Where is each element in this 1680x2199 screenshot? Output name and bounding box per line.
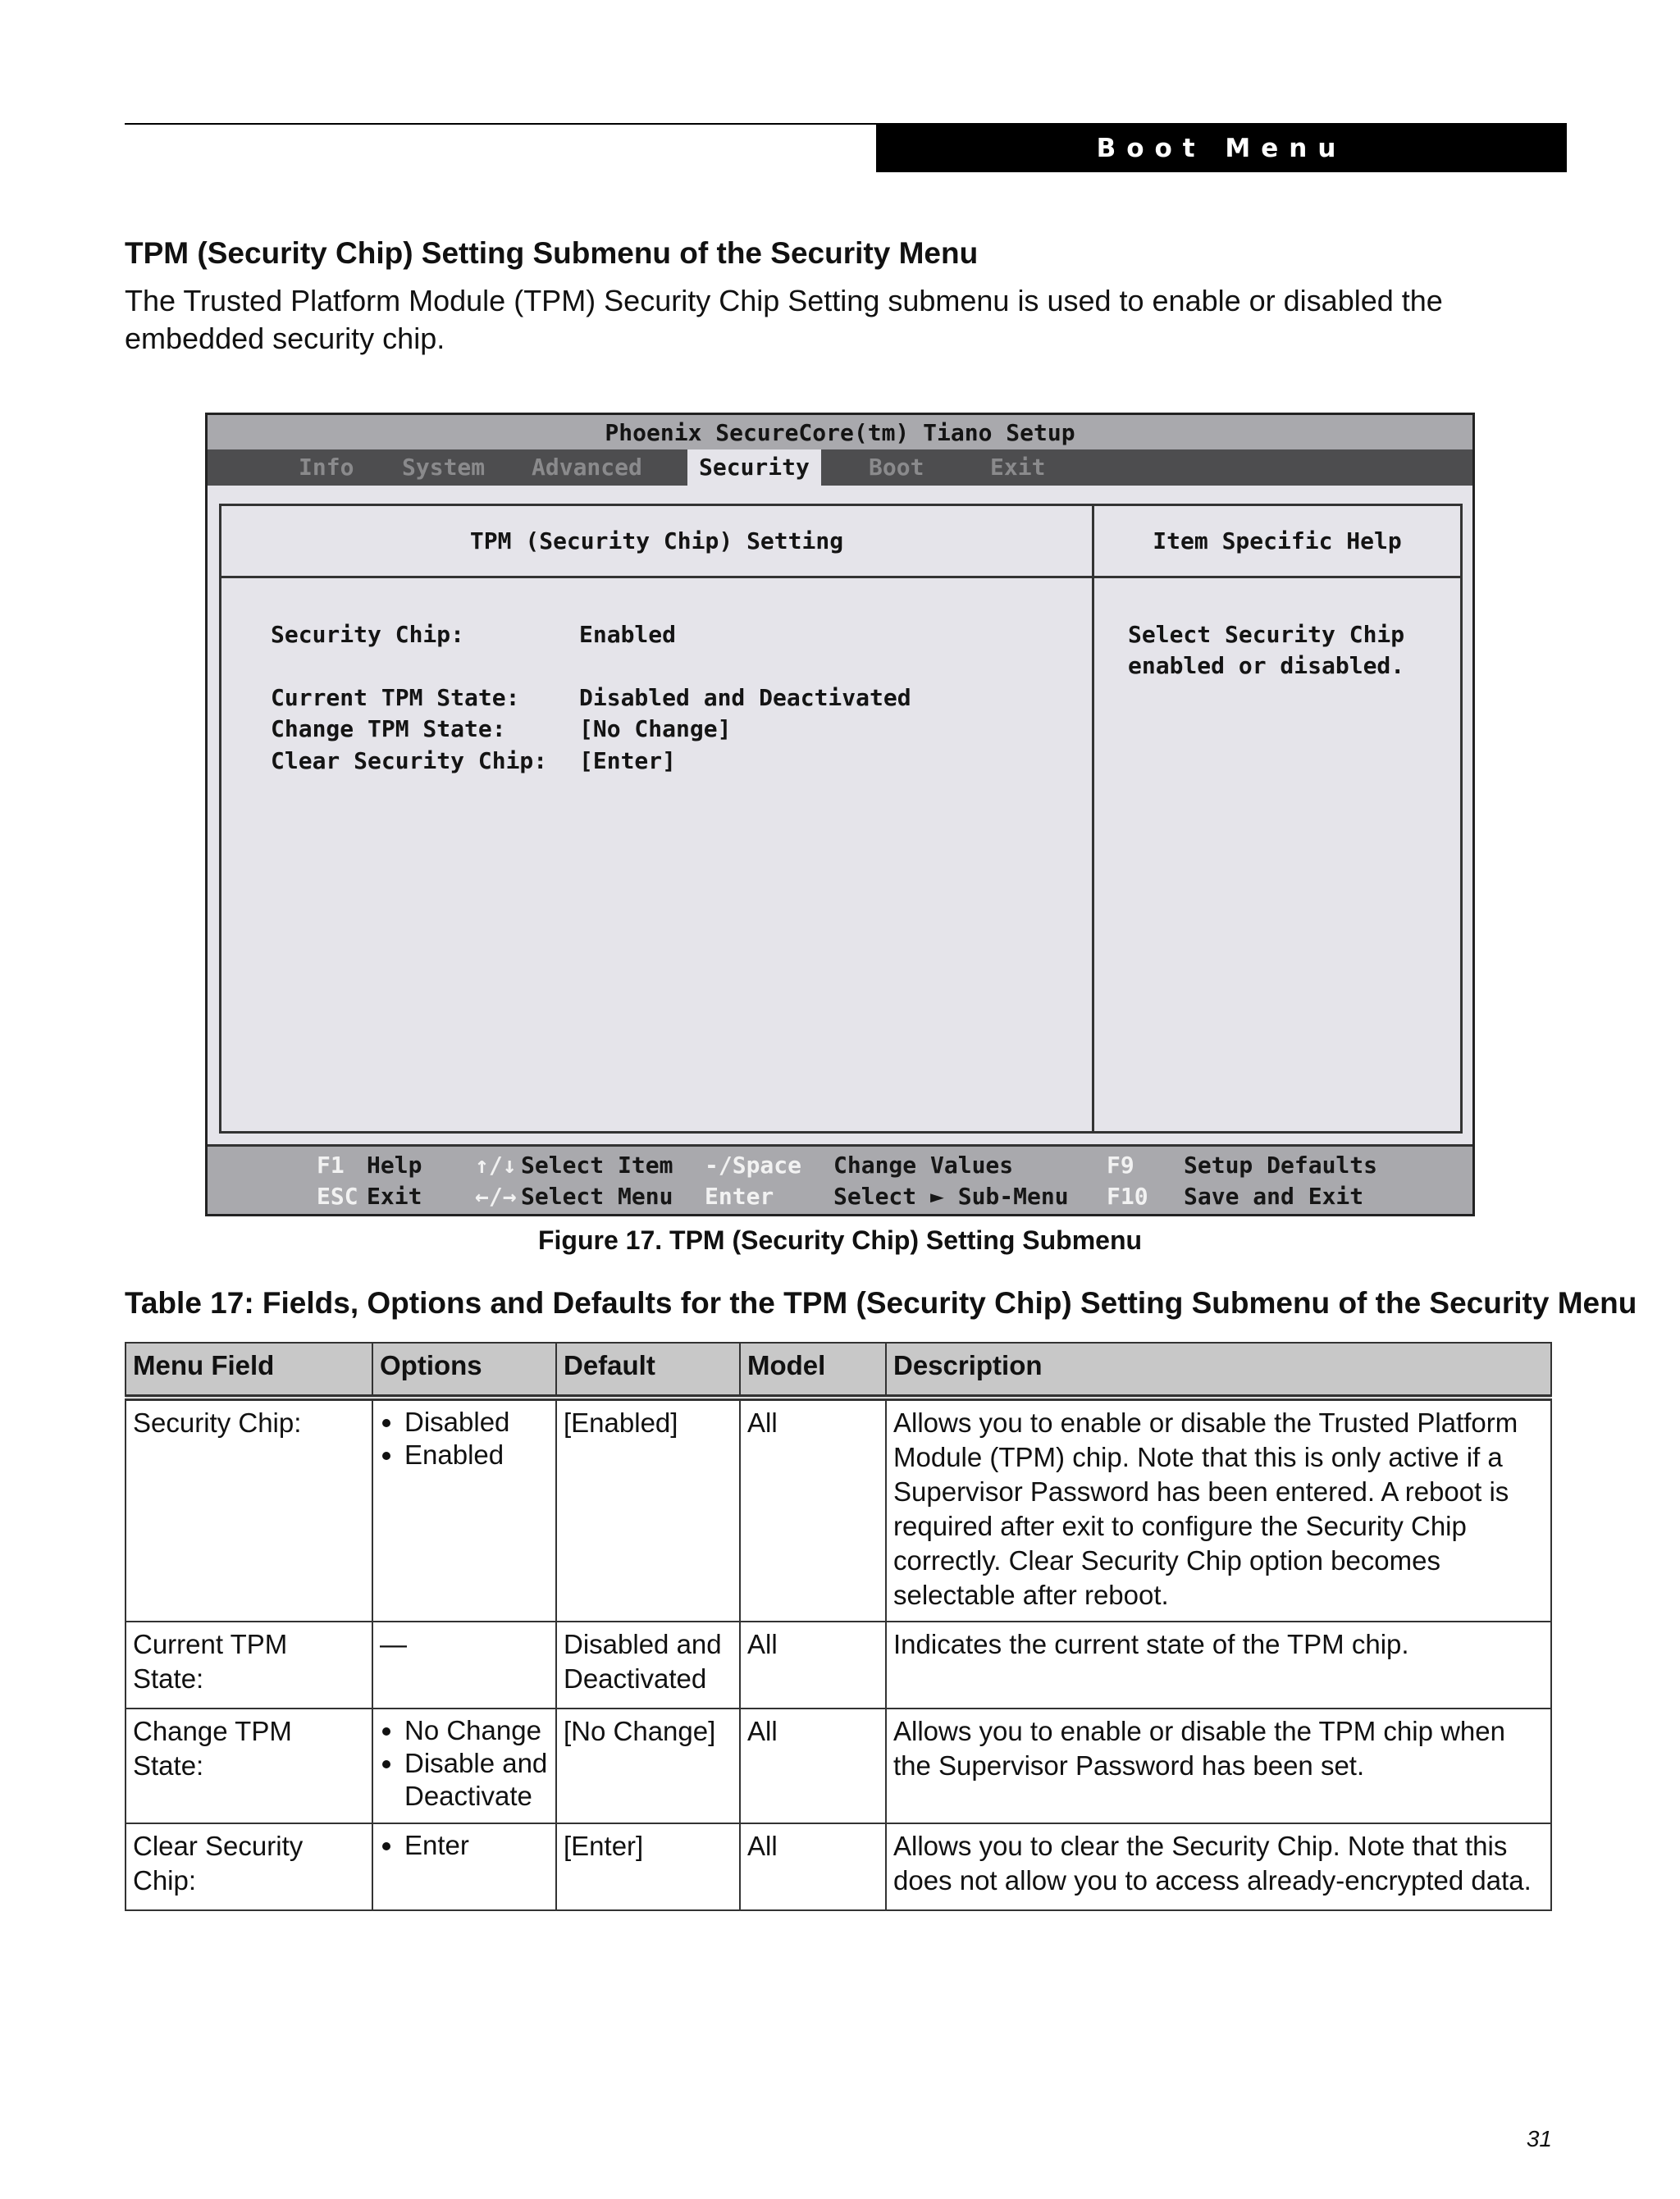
table-row [126,1823,1551,1910]
option-item: • Disable and Deactivate [404,1747,549,1813]
column-header-description: Description [886,1343,1551,1398]
field-label-security-chip: Security Chip: [271,621,465,648]
key-leftright-arrows-icon: ←/→ [475,1183,517,1210]
table-row [126,1709,1551,1823]
cell-menu-field: Clear Security Chip: [126,1823,372,1910]
section-heading: TPM (Security Chip) Setting Submenu of the Security Menu [125,236,979,270]
table-header-row [126,1343,1551,1398]
cell-model: All [740,1823,886,1910]
field-value-security-chip[interactable]: Enabled [579,621,677,648]
key-f10-desc: Save and Exit [1184,1183,1364,1210]
cell-description: Allows you to enable or disable the Trusted Platform Module (TPM) chip. Note that this is only active if a Supervisor Password has been entered. A reboot is required after exit to configure the Security Chip correctly. Clear Security Chip option becomes selectable after reboot. [886,1398,1551,1622]
figure-caption: Figure 17. TPM (Security Chip) Setting Submenu [537,1225,1143,1255]
field-value-change-tpm-state[interactable]: [No Change] [579,715,732,742]
table-row [126,1398,1551,1622]
field-label-change-tpm-state: Change TPM State: [271,715,506,742]
cell-model: All [740,1709,886,1823]
table-row [126,1622,1551,1709]
key-f9: F9 [1107,1152,1134,1179]
cell-options: — [372,1622,556,1709]
column-header-default: Default [556,1343,740,1398]
bios-key-legend [208,1144,1472,1214]
bios-screenshot [205,413,1475,1216]
cell-default: Disabled and Deactivated [556,1622,740,1709]
key-enter-desc: Select ► Sub-Menu [833,1183,1069,1210]
column-header-menu-field: Menu Field [126,1343,372,1398]
help-text-line-2: enabled or disabled. [1128,652,1405,679]
cell-menu-field: Current TPM State: [126,1622,372,1709]
bios-menu-bar [208,449,1472,486]
key-minus-desc: Change Values [833,1152,1014,1179]
page-number: 31 [1526,2126,1552,2151]
bios-panel [219,504,1463,1134]
column-header-options: Options [372,1343,556,1398]
key-updown-arrows-icon: ↑/↓ [475,1152,517,1179]
key-esc: ESC [317,1183,358,1210]
option-item: • No Change [404,1714,549,1747]
field-value-current-tpm-state: Disabled and Deactivated [579,684,911,711]
help-title: Item Specific Help [1094,506,1460,578]
key-leftright-desc: Select Menu [521,1183,673,1210]
key-updown-desc: Select Item [521,1152,673,1179]
cell-description: Allows you to enable or disable the TPM chip when the Supervisor Password has been set. [886,1709,1551,1823]
fields-options-table [125,1342,1552,1911]
cell-default: [Enabled] [556,1398,740,1622]
option-item: • Disabled [404,1406,549,1439]
option-item: • Enter [404,1829,549,1862]
tab-security[interactable]: Security [687,449,821,486]
table-title: Table 17: Fields, Options and Defaults for the TPM (Security Chip) Setting Submenu of the Security Menu [125,1286,1637,1320]
tab-advanced[interactable]: Advanced [532,454,642,481]
cell-default: [Enter] [556,1823,740,1910]
key-f9-desc: Setup Defaults [1184,1152,1378,1179]
intro-paragraph: The Trusted Platform Module (TPM) Security Chip Setting submenu is used to enable or disabled the embedded security chip. [125,284,1443,355]
tab-boot[interactable]: Boot [869,454,924,481]
column-header-model: Model [740,1343,886,1398]
cell-description: Indicates the current state of the TPM chip. [886,1622,1551,1709]
field-label-current-tpm-state: Current TPM State: [271,684,520,711]
tab-info[interactable]: Info [299,454,354,481]
panel-title: TPM (Security Chip) Setting [221,506,1092,578]
cell-menu-field: Security Chip: [126,1398,372,1622]
running-header: Boot Menu [876,125,1567,172]
cell-model: All [740,1398,886,1622]
key-minus-space: -/Space [705,1152,802,1179]
cell-menu-field: Change TPM State: [126,1709,372,1823]
cell-default: [No Change] [556,1709,740,1823]
cell-description: Allows you to clear the Security Chip. Note that this does not allow you to access already-encrypted data. [886,1823,1551,1910]
field-label-clear-security-chip: Clear Security Chip: [271,747,548,774]
bios-title: Phoenix SecureCore(tm) Tiano Setup [208,415,1472,449]
cell-options [372,1823,556,1910]
cell-options [372,1709,556,1823]
key-enter: Enter [705,1183,774,1210]
panel-divider [1092,506,1094,1131]
key-f10: F10 [1107,1183,1148,1210]
key-f1-desc: Help [367,1152,422,1179]
help-text-line-1: Select Security Chip [1128,621,1405,648]
cell-options [372,1398,556,1622]
option-item: • Enabled [404,1439,549,1471]
cell-model: All [740,1622,886,1709]
key-esc-desc: Exit [367,1183,422,1210]
tab-system[interactable]: System [402,454,486,481]
key-f1: F1 [317,1152,345,1179]
field-value-clear-security-chip[interactable]: [Enter] [579,747,677,774]
tab-exit[interactable]: Exit [990,454,1046,481]
